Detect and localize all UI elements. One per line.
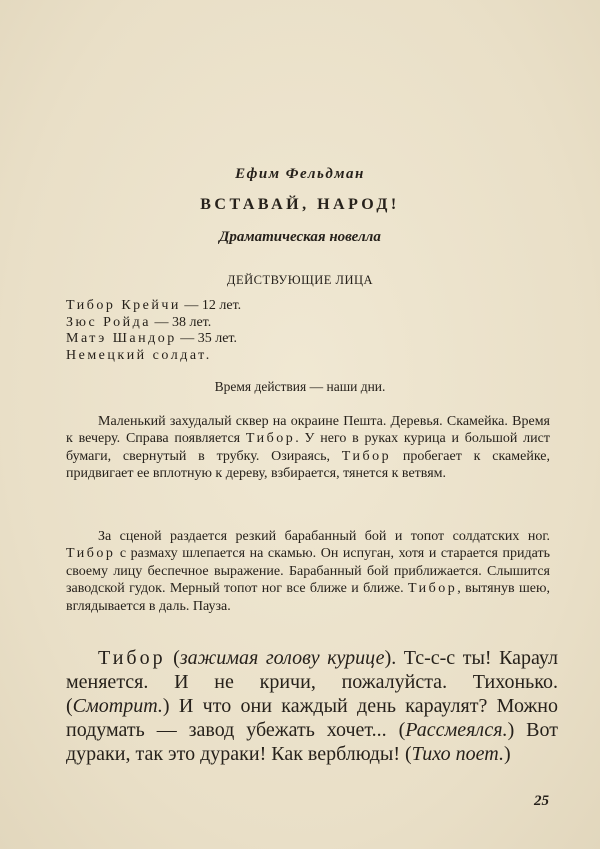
cast-member-name: Зюс Ройда [66, 314, 151, 330]
character-name: Тибор [245, 431, 296, 447]
stage-remark: Тихо поет. [411, 743, 504, 765]
dialogue-text: ) [503, 743, 511, 765]
cast-member-detail: — 12 лет. [180, 298, 242, 313]
stage-text: , вытянув шею, вглядывается в даль. Пауза. [66, 581, 550, 614]
stage-direction-paragraph [66, 413, 550, 483]
page-number: 25 [534, 793, 549, 809]
cast-member-detail: — 35 лет. [176, 331, 237, 346]
cast-heading: ДЕЙСТВУЮЩИЕ ЛИЦА [226, 273, 374, 287]
cast-member-detail: — 38 лет. [150, 314, 212, 330]
cast-member [66, 315, 546, 332]
cast-list [66, 298, 546, 364]
time-of-action: Время действия — наши дни. [214, 379, 386, 394]
dialogue-text: ). Тс-с-с ты! Караул меняется. И не кричи, пожалуйста. Тихонько. ( [66, 647, 559, 717]
play-subtitle: Драматическая новелла [219, 229, 381, 245]
stage-text: За сценой раздается резкий барабанный бой и топот солдатских ног. [98, 529, 550, 544]
character-name: Тибор [341, 448, 392, 464]
dialogue-text: ) Вот дураки, так это дураки! Как верблюды! ( [66, 719, 558, 765]
dialogue-paragraph [66, 646, 558, 766]
author-name: Ефим Фельдман [235, 166, 365, 182]
character-name: Тибор [407, 581, 458, 597]
stage-text: с размаху шлепается на скамью. Он испуган, хотя и старается придать своему лицу беспечное выражение. Барабанный бой приближается. Слышится заводской гудок. Мерный топот ног все ближе и ближе. [66, 546, 550, 597]
stage-text: Маленький захудалый сквер на окраине Пешта. Деревья. Скамейка. Время к вечеру. Справа появляется [66, 414, 550, 447]
speaker-name: Тибор [98, 647, 166, 669]
character-name: Тибор [66, 546, 116, 562]
play-title: ВСТАВАЙ, НАРОД! [200, 196, 400, 213]
stage-text: . У него в руках курица и большой лист бумаги, свернутый в трубку. Озираясь, [66, 431, 550, 464]
dialogue-text: ( [173, 647, 180, 669]
cast-member-name: Немецкий солдат. [66, 347, 212, 363]
cast-member [66, 298, 546, 315]
stage-remark: Смотрит. [72, 695, 163, 717]
cast-member-name: Тибор Крейчи [66, 298, 181, 313]
stage-remark: Рассмеялся. [405, 719, 508, 741]
cast-member-name: Матэ Шандор [66, 331, 177, 346]
stage-text: пробегает к скамейке, придвигает ее вплотную к дереву, взбирается, тянется к ветвям. [66, 448, 550, 482]
stage-remark: зажимая голову курице [179, 647, 385, 669]
stage-direction-paragraph [66, 528, 550, 615]
cast-member [66, 331, 546, 348]
cast-member [66, 348, 546, 365]
dialogue-text: ) И что они каждый день караулят? Можно подумать — завод убежать хочет... ( [66, 695, 558, 741]
